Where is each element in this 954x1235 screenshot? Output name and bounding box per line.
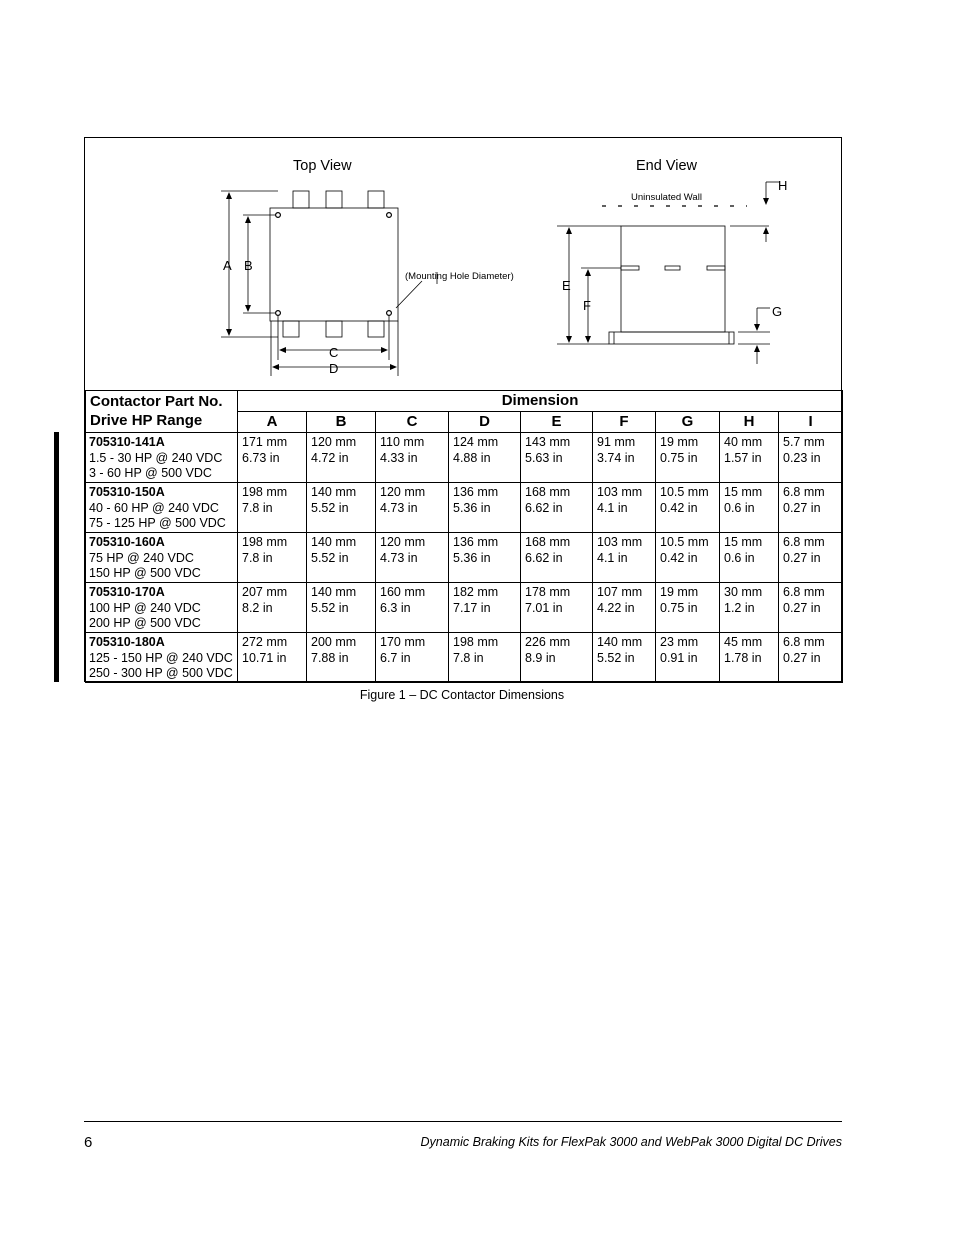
value-in: 1.57 in: [724, 450, 762, 465]
dimension-cell-h: [720, 583, 779, 633]
part-cell: [86, 483, 238, 533]
value-mm: 160 mm: [380, 585, 426, 599]
part-cell: [86, 433, 238, 483]
uninsulated-wall-label: Uninsulated Wall: [631, 192, 702, 203]
value-in: 1.2 in: [724, 600, 755, 615]
value-mm: 272 mm: [242, 635, 288, 649]
value-mm: 178 mm: [525, 585, 571, 599]
figure-frame: [84, 137, 842, 682]
hp-range-500v: 250 - 300 HP @ 500 VDC: [89, 666, 233, 680]
hp-range-240v: 125 - 150 HP @ 240 VDC: [89, 650, 233, 665]
value-in: 3.74 in: [597, 450, 635, 465]
value-in: 0.75 in: [660, 450, 698, 465]
value-mm: 124 mm: [453, 435, 499, 449]
value-mm: 136 mm: [453, 535, 499, 549]
table-row: [86, 483, 843, 533]
dimension-cell-g: [656, 433, 720, 483]
value-mm: 103 mm: [597, 485, 643, 499]
value-in: 0.42 in: [660, 550, 698, 565]
value-in: 5.63 in: [525, 450, 563, 465]
value-in: 5.52 in: [597, 650, 635, 665]
value-mm: 5.7 mm: [783, 435, 825, 449]
value-in: 0.6 in: [724, 550, 755, 565]
dimension-cell-c: [376, 433, 449, 483]
value-mm: 6.8 mm: [783, 535, 825, 549]
value-mm: 10.5 mm: [660, 535, 709, 549]
value-mm: 6.8 mm: [783, 585, 825, 599]
value-in: 0.6 in: [724, 500, 755, 515]
value-mm: 107 mm: [597, 585, 643, 599]
table-body: [86, 433, 843, 683]
part-hp-header: [86, 391, 238, 433]
col-header-f: F: [593, 412, 656, 433]
col-header-g: G: [656, 412, 720, 433]
value-mm: 15 mm: [724, 535, 763, 549]
value-in: 7.01 in: [525, 600, 563, 615]
revision-change-bar: [54, 432, 59, 682]
dimension-cell-d: [449, 483, 521, 533]
hp-range-240v: 100 HP @ 240 VDC: [89, 600, 201, 615]
dim-label-e: E: [562, 278, 571, 293]
value-mm: 19 mm: [660, 585, 699, 599]
dimension-cell-b: [307, 433, 376, 483]
end-view-label: End View: [636, 158, 697, 174]
dim-label-c: C: [329, 345, 339, 360]
value-mm: 120 mm: [380, 535, 426, 549]
value-in: 7.17 in: [453, 600, 491, 615]
value-mm: 140 mm: [597, 635, 643, 649]
dimension-cell-i: [779, 483, 843, 533]
dimension-cell-f: [593, 433, 656, 483]
dimension-cell-d: [449, 533, 521, 583]
value-mm: 207 mm: [242, 585, 288, 599]
value-in: 0.23 in: [783, 450, 821, 465]
value-mm: 23 mm: [660, 635, 699, 649]
hp-range-240v: 40 - 60 HP @ 240 VDC: [89, 500, 219, 515]
part-cell: [86, 633, 238, 683]
value-in: 0.27 in: [783, 500, 821, 515]
value-in: 4.1 in: [597, 550, 628, 565]
value-in: 7.8 in: [242, 500, 273, 515]
value-mm: 45 mm: [724, 635, 763, 649]
dimension-cell-g: [656, 633, 720, 683]
value-in: 6.62 in: [525, 550, 563, 565]
hp-range-500v: 150 HP @ 500 VDC: [89, 566, 201, 580]
dimension-cell-a: [238, 583, 307, 633]
dimension-cell-c: [376, 483, 449, 533]
dimension-cell-d: [449, 433, 521, 483]
dimension-cell-e: [521, 583, 593, 633]
dimension-cell-h: [720, 433, 779, 483]
table-row: [86, 583, 843, 633]
value-in: 4.72 in: [311, 450, 349, 465]
value-in: 8.9 in: [525, 650, 556, 665]
page-number: 6: [84, 1134, 93, 1151]
value-mm: 91 mm: [597, 435, 636, 449]
value-mm: 140 mm: [311, 485, 357, 499]
value-in: 6.62 in: [525, 500, 563, 515]
part-number: 705310-150A: [89, 485, 165, 499]
value-in: 4.1 in: [597, 500, 628, 515]
value-in: 4.33 in: [380, 450, 418, 465]
value-in: 7.8 in: [453, 650, 484, 665]
part-cell: [86, 583, 238, 633]
dimension-cell-f: [593, 533, 656, 583]
dimension-cell-a: [238, 483, 307, 533]
value-mm: 6.8 mm: [783, 485, 825, 499]
value-mm: 168 mm: [525, 535, 571, 549]
value-in: 5.52 in: [311, 600, 349, 615]
value-mm: 10.5 mm: [660, 485, 709, 499]
value-in: 0.91 in: [660, 650, 698, 665]
hp-range-500v: 75 - 125 HP @ 500 VDC: [89, 516, 226, 530]
dim-label-f: F: [583, 298, 591, 313]
col-header-e: E: [521, 412, 593, 433]
dimension-cell-c: [376, 533, 449, 583]
dimension-cell-g: [656, 533, 720, 583]
value-mm: 19 mm: [660, 435, 699, 449]
table-row: [86, 533, 843, 583]
table-row: [86, 633, 843, 683]
dimension-arrowheads-top: [226, 192, 397, 370]
dimension-cell-b: [307, 533, 376, 583]
dimension-cell-c: [376, 583, 449, 633]
value-in: 4.22 in: [597, 600, 635, 615]
value-mm: 170 mm: [380, 635, 426, 649]
value-in: 0.42 in: [660, 500, 698, 515]
dimension-cell-i: [779, 583, 843, 633]
dimension-cell-e: [521, 433, 593, 483]
value-in: 6.7 in: [380, 650, 411, 665]
dimension-cell-e: [521, 483, 593, 533]
value-mm: 15 mm: [724, 485, 763, 499]
value-mm: 120 mm: [311, 435, 357, 449]
value-mm: 103 mm: [597, 535, 643, 549]
part-number: 705310-160A: [89, 535, 165, 549]
dim-label-a: A: [223, 258, 232, 273]
dimension-cell-h: [720, 633, 779, 683]
value-in: 0.27 in: [783, 650, 821, 665]
dimension-cell-i: [779, 433, 843, 483]
dimension-cell-c: [376, 633, 449, 683]
value-in: 10.71 in: [242, 650, 287, 665]
dimension-cell-a: [238, 533, 307, 583]
mounting-holes: [276, 213, 392, 316]
dim-label-h: H: [778, 178, 788, 193]
value-mm: 30 mm: [724, 585, 763, 599]
dimension-cell-d: [449, 583, 521, 633]
dimension-cell-e: [521, 533, 593, 583]
dimension-cell-h: [720, 533, 779, 583]
dimension-cell-g: [656, 583, 720, 633]
part-number: 705310-170A: [89, 585, 165, 599]
hp-range-240v: 1.5 - 30 HP @ 240 VDC: [89, 450, 223, 465]
mounting-hole-label: (Mounting Hole Diameter): [405, 271, 514, 282]
dimension-table: [85, 390, 843, 683]
contactor-dimension-drawing: [85, 138, 841, 390]
value-mm: 6.8 mm: [783, 635, 825, 649]
value-in: 1.78 in: [724, 650, 762, 665]
dimension-cell-e: [521, 633, 593, 683]
value-mm: 168 mm: [525, 485, 571, 499]
value-in: 5.52 in: [311, 500, 349, 515]
col-header-h: H: [720, 412, 779, 433]
dimension-cell-g: [656, 483, 720, 533]
value-in: 7.8 in: [242, 550, 273, 565]
dim-label-g: G: [772, 304, 783, 319]
value-mm: 200 mm: [311, 635, 357, 649]
value-mm: 40 mm: [724, 435, 763, 449]
value-mm: 143 mm: [525, 435, 571, 449]
hp-range-header: Drive HP Range: [90, 412, 203, 429]
value-mm: 198 mm: [242, 485, 288, 499]
hp-range-240v: 75 HP @ 240 VDC: [89, 550, 194, 565]
value-mm: 136 mm: [453, 485, 499, 499]
dimension-header: Dimension: [238, 391, 843, 412]
dim-label-d: D: [329, 361, 339, 376]
value-mm: 110 mm: [380, 435, 425, 449]
value-mm: 120 mm: [380, 485, 426, 499]
value-in: 0.75 in: [660, 600, 698, 615]
dimension-cell-f: [593, 633, 656, 683]
dimension-cell-f: [593, 583, 656, 633]
part-cell: [86, 533, 238, 583]
col-header-b: B: [307, 412, 376, 433]
dimension-cell-a: [238, 433, 307, 483]
dimension-cell-b: [307, 483, 376, 533]
value-mm: 182 mm: [453, 585, 499, 599]
footer-rule: [84, 1121, 842, 1122]
value-in: 6.73 in: [242, 450, 280, 465]
part-number-header: Contactor Part No.: [90, 393, 223, 410]
value-mm: 198 mm: [453, 635, 499, 649]
value-mm: 198 mm: [242, 535, 288, 549]
dimension-cell-f: [593, 483, 656, 533]
value-in: 4.73 in: [380, 550, 418, 565]
top-view-contactor-body: [270, 191, 398, 337]
value-mm: 140 mm: [311, 585, 357, 599]
value-in: 4.73 in: [380, 500, 418, 515]
dimension-cell-b: [307, 583, 376, 633]
value-in: 0.27 in: [783, 600, 821, 615]
dimension-cell-i: [779, 533, 843, 583]
part-number: 705310-180A: [89, 635, 165, 649]
dimension-arrowheads-end: [566, 198, 769, 352]
value-in: 8.2 in: [242, 600, 273, 615]
part-number: 705310-141A: [89, 435, 165, 449]
value-in: 5.36 in: [453, 550, 491, 565]
footer-title: Dynamic Braking Kits for FlexPak 3000 and WebPak 3000 Digital DC Drives: [420, 1135, 842, 1149]
col-header-i: I: [779, 412, 843, 433]
table-row: [86, 433, 843, 483]
hp-range-500v: 3 - 60 HP @ 500 VDC: [89, 466, 212, 480]
col-header-a: A: [238, 412, 307, 433]
end-view-contactor-body: [609, 226, 734, 344]
value-mm: 226 mm: [525, 635, 571, 649]
value-in: 7.88 in: [311, 650, 349, 665]
dimension-cell-h: [720, 483, 779, 533]
col-header-d: D: [449, 412, 521, 433]
value-in: 0.27 in: [783, 550, 821, 565]
value-mm: 171 mm: [242, 435, 288, 449]
dimension-cell-a: [238, 633, 307, 683]
value-in: 4.88 in: [453, 450, 491, 465]
top-view-label: Top View: [293, 158, 352, 174]
dim-label-b: B: [244, 258, 253, 273]
figure-caption: Figure 1 – DC Contactor Dimensions: [359, 688, 565, 702]
hp-range-500v: 200 HP @ 500 VDC: [89, 616, 201, 630]
value-mm: 140 mm: [311, 535, 357, 549]
dimension-cell-b: [307, 633, 376, 683]
col-header-c: C: [376, 412, 449, 433]
value-in: 6.3 in: [380, 600, 411, 615]
value-in: 5.36 in: [453, 500, 491, 515]
value-in: 5.52 in: [311, 550, 349, 565]
dimension-cell-d: [449, 633, 521, 683]
dimension-cell-i: [779, 633, 843, 683]
